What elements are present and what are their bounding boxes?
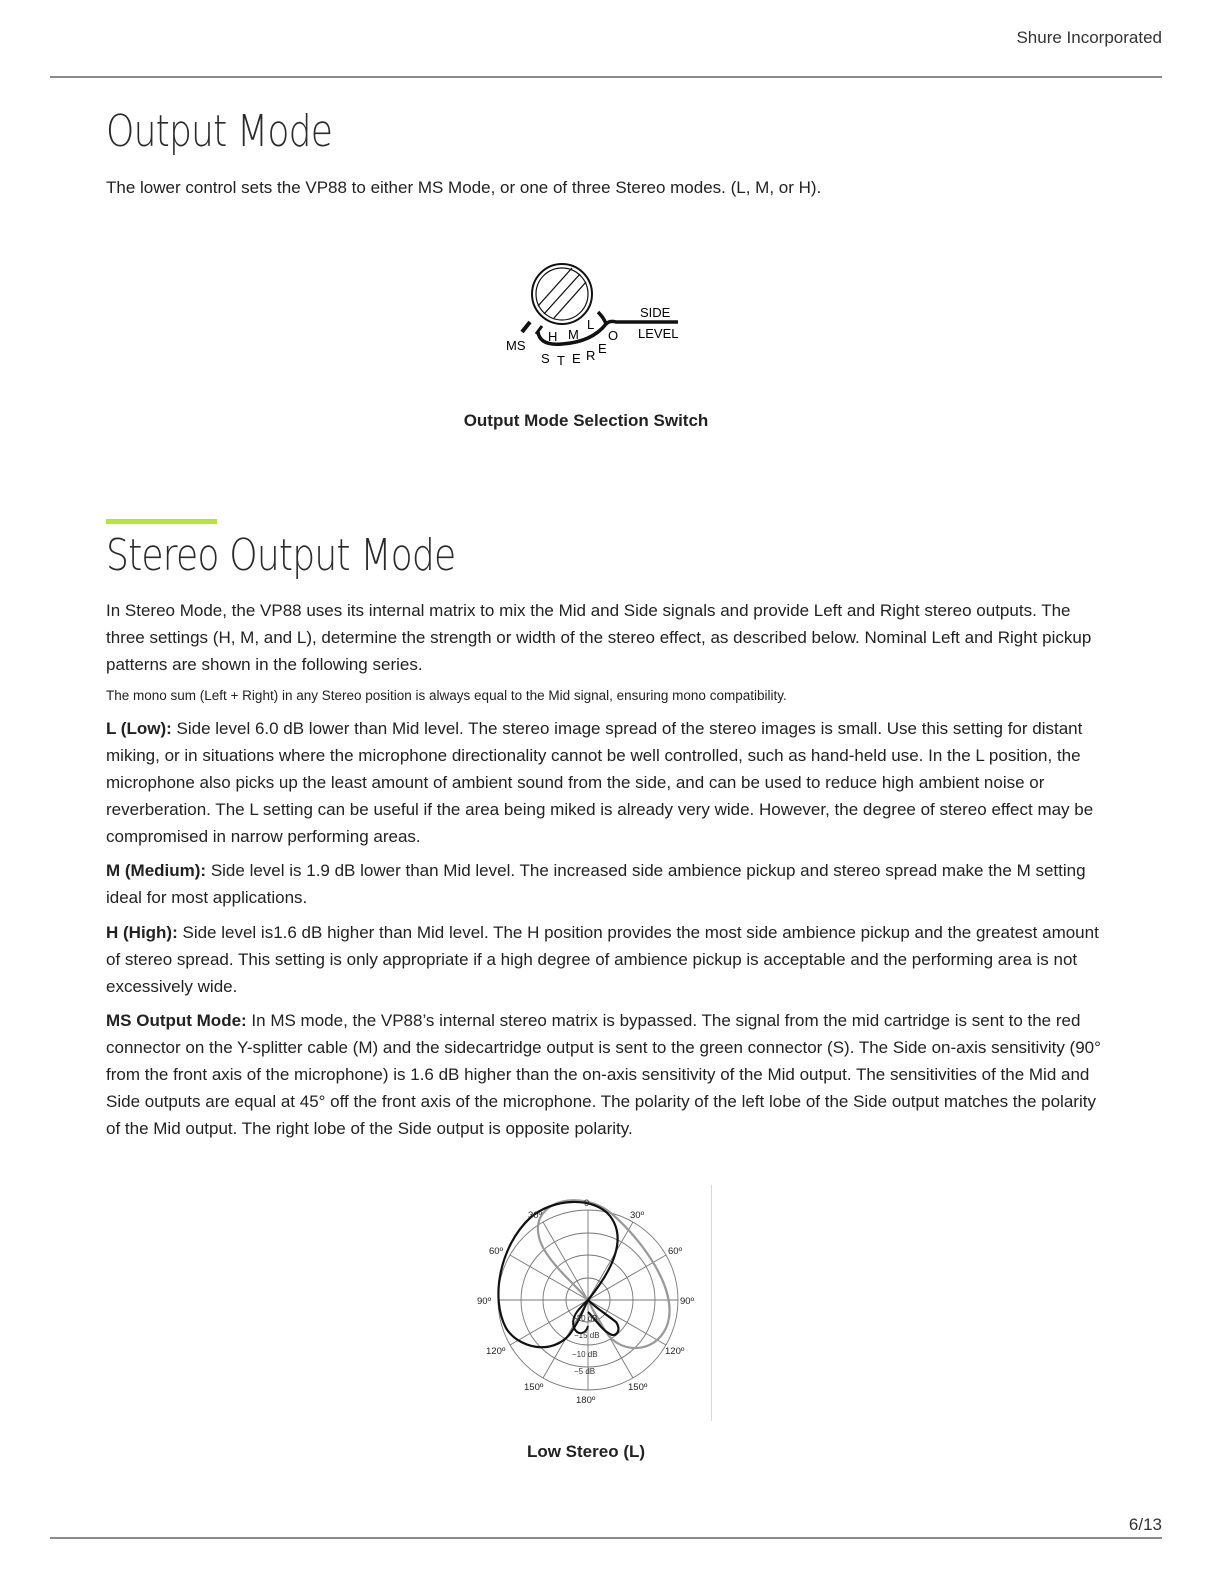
angle-150-left: 150º [524,1382,544,1393]
item-high-term: H (High): [106,922,178,942]
item-medium-text: Side level is 1.9 dB lower than Mid level. The increased side ambience pickup and stereo spread make the M setting ideal for most applications. [106,861,1086,908]
stereo-output-mode-title: Stereo Output Mode [106,530,456,581]
angle-180: 180º [576,1395,596,1406]
angle-30-left: 30º [528,1210,543,1221]
output-mode-figure-caption: Output Mode Selection Switch [463,411,709,430]
angle-60-left: 60º [489,1246,504,1257]
mono-sum-note: The mono sum (Left + Right) in any Stereo position is always equal to the Mid signal, ensuring mono compatibility. [106,688,787,704]
item-low-text: Side level 6.0 dB lower than Mid level. The stereo image spread of the stereo images is small. Use this setting for distant miking, or in situations where the microphone directionality cannot be well controlled, such as hand-held use. In the L position, the microphone also picks up the least amount of ambient sound from the side, and can be used to reduce high ambient noise or reverberation. The L setting can be useful if the area being miked is already very wide. However, the degree of stereo effect may be compromised in narrow performing areas. [106,719,1094,846]
label-h: H [548,329,558,344]
output-mode-switch-diagram [500,258,690,378]
angle-120-left: 120º [486,1346,506,1357]
ring-label-20: −20 dB [572,1314,598,1323]
item-low [106,716,1106,850]
ring-label-15: −15 dB [574,1331,600,1340]
label-ms: MS [506,338,526,353]
label-side: SIDE [640,305,671,320]
label-l: L [587,317,595,332]
page-number: 6/13 [1128,1515,1162,1534]
label-e2: E [598,341,607,356]
item-ms [106,1008,1106,1142]
item-high-text: Side level is1.6 dB higher than Mid level. The H position provides the most side ambience pickup and the greatest amount of stereo spread. This setting is only appropriate if a high degree of ambience pickup is acceptable and the performing area is not excessively wide. [106,922,1099,996]
output-mode-title: Output Mode [106,106,333,157]
label-level: LEVEL [638,326,679,341]
section-accent-bar [106,519,217,524]
label-e1: E [572,351,581,366]
angle-90-right: 90º [680,1296,695,1307]
angle-0: 0 [584,1198,590,1209]
polar-pattern-diagram [470,1188,706,1412]
item-low-term: L (Low): [106,719,172,739]
angle-60-right: 60º [668,1246,683,1257]
item-ms-text: In MS mode, the VP88’s internal stereo matrix is bypassed. The signal from the mid cartridge is sent to the red connector on the Y-splitter cable (M) and the sidecartridge output is sent to the green connector (S). The Side on-axis sensitivity (90° from the front axis of the microphone) is 1.6 dB higher than the on-axis sensitivity of the Mid output. The sensitivities of the Mid and Side outputs are equal at 45° off the front axis of the microphone. The polarity of the left lobe of the Side output matches the polarity of the Mid output. The right lobe of the Side output is opposite polarity. [106,1011,1101,1138]
ring-label-5: −5 dB [574,1367,596,1376]
label-t: T [557,353,565,368]
stereo-output-mode-body [106,598,1106,1150]
item-medium [106,858,1106,912]
output-mode-intro: The lower control sets the VP88 to either MS Mode, or one of three Stereo modes. (L, M, or H). [106,178,822,197]
label-s: S [541,351,550,366]
label-m: M [568,327,579,342]
ring-label-10: −10 dB [572,1350,598,1359]
header-company: Shure Incorporated [1016,28,1162,47]
item-medium-term: M (Medium): [106,861,207,881]
label-r: R [586,348,596,363]
polar-figure-caption: Low Stereo (L) [526,1442,646,1461]
item-ms-term: MS Output Mode: [106,1011,247,1031]
angle-150-right: 150º [628,1382,648,1393]
label-o: O [608,328,619,343]
header-rule [50,76,1162,78]
item-high [106,920,1106,1000]
figure-divider [711,1185,712,1421]
stereo-intro: In Stereo Mode, the VP88 uses its internal matrix to mix the Mid and Side signals and provide Left and Right stereo outputs. The three settings (H, M, and L), determine the strength or width of the stereo effect, as described below. Nominal Left and Right pickup patterns are shown in the following series. [106,601,1092,674]
angle-30-right: 30º [630,1210,645,1221]
angle-120-right: 120º [665,1346,685,1357]
angle-90-left: 90º [477,1296,492,1307]
footer-rule [50,1537,1162,1539]
